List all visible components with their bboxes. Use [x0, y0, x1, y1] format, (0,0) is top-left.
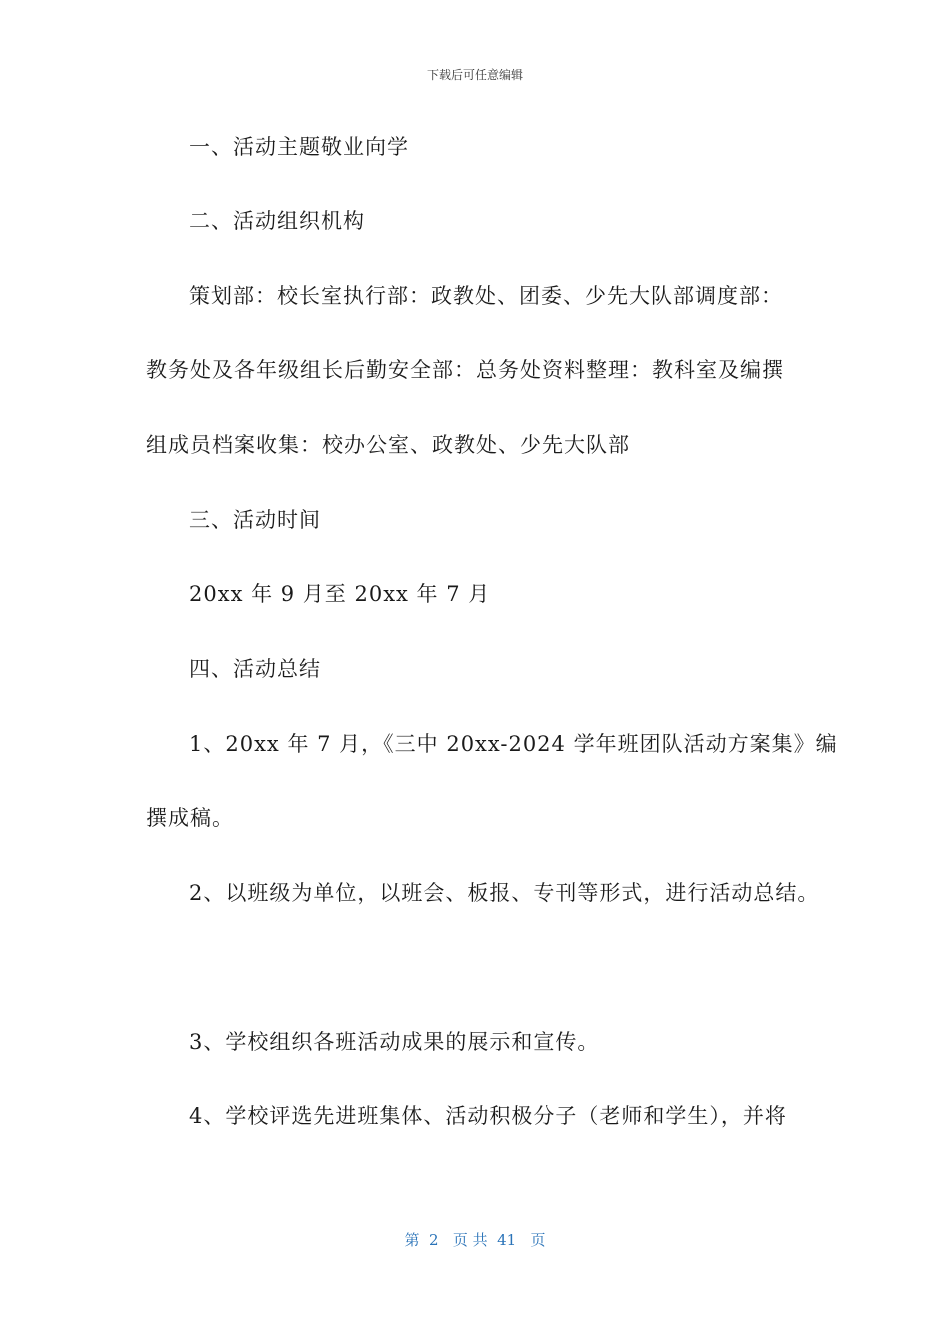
paragraph-line: 策划部：校长室执行部：政教处、团委、少先大队部调度部： — [189, 284, 783, 308]
list-item: 4、学校评选先进班集体、活动积极分子（老师和学生），并将 — [189, 1104, 787, 1128]
list-item: 1、20xx 年 7 月，《三中 20xx-2024 学年班团队活动方案集》编 — [189, 732, 838, 756]
section-heading-summary: 四、活动总结 — [189, 657, 321, 681]
page-number-footer: 第 2 页 共 41 页 — [404, 1231, 546, 1249]
list-item: 2、以班级为单位，以班会、板报、专刊等形式，进行活动总结。 — [189, 881, 820, 905]
paragraph-line: 教务处及各年级组长后勤安全部：总务处资料整理：教科室及编撰 — [146, 358, 784, 382]
section-heading-theme: 一、活动主题敬业向学 — [189, 135, 409, 159]
section-heading-organization: 二、活动组织机构 — [189, 209, 365, 233]
list-item: 3、学校组织各班活动成果的展示和宣传。 — [189, 1030, 600, 1054]
paragraph-line: 20xx 年 9 月至 20xx 年 7 月 — [189, 582, 491, 606]
section-heading-time: 三、活动时间 — [189, 508, 321, 532]
list-item-continuation: 撰成稿。 — [146, 806, 234, 830]
page-header: 下载后可任意编辑 — [426, 68, 523, 82]
paragraph-line: 组成员档案收集：校办公室、政教处、少先大队部 — [146, 433, 630, 457]
